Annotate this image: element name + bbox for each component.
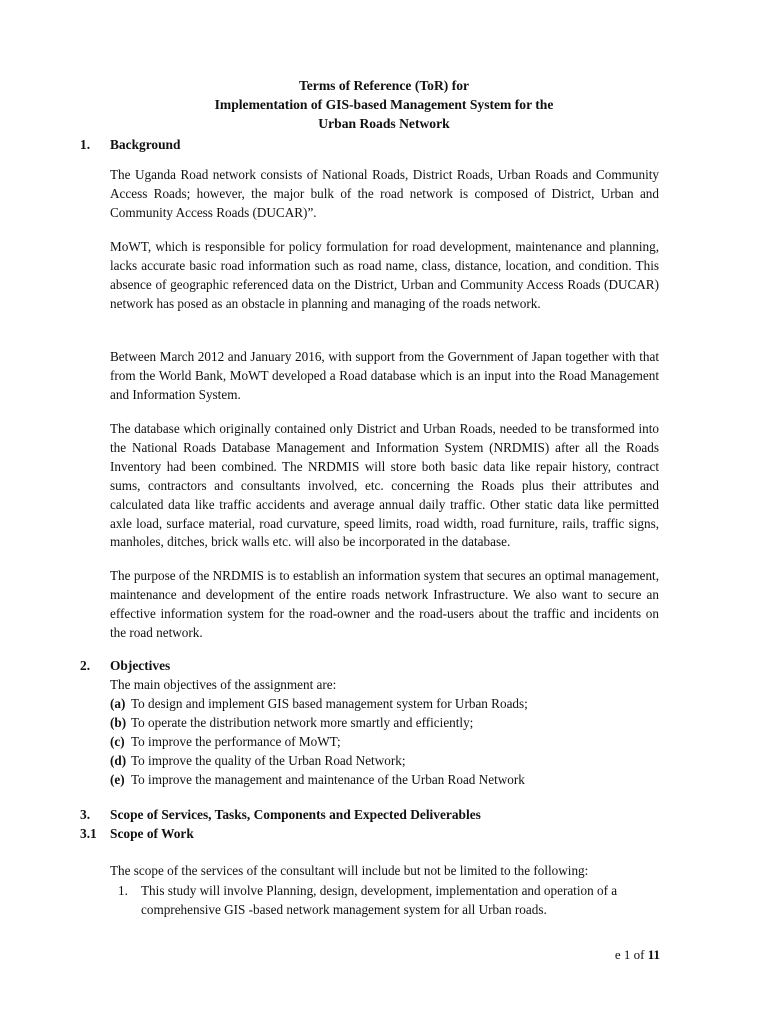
item-text: To improve the performance of MoWT;: [131, 733, 341, 749]
subsection-number: 3.1: [80, 826, 97, 841]
list-item: [118, 881, 666, 919]
item-number: 1.: [118, 883, 128, 898]
background-paragraph-4: The database which originally contained only District and Urban Roads, needed to be transformed into the National Roads Database Management and Information System (NRDMIS) after all the Roads Inventory had been combined. The NRDMIS will store both basic data like repair history, contract sums, contractors and consultants involved, etc. concerning the Roads plus their attributes and calculated data like traffic accidents and average annual daily traffic. Other static data like permitted axle load, surface material, road curvature, speed limits, road width, road furniture, rails, traffic signs, manholes, ditches, brick walls etc. will also be incorporated in the database.: [110, 421, 659, 550]
page-number-prefix: e 1 of: [614, 947, 645, 962]
section-title: Objectives: [110, 658, 171, 673]
objectives-intro: The main objectives of the assignment are:: [110, 677, 337, 692]
title-line-3: Urban Roads Network: [318, 116, 450, 131]
section-title: Background: [110, 137, 181, 152]
subsection-title: Scope of Work: [110, 826, 194, 841]
section-number: 3.: [80, 807, 91, 822]
list-item: [110, 771, 670, 790]
item-text: To improve the quality of the Urban Road Network;: [131, 752, 406, 768]
background-paragraph-2: MoWT, which is responsible for policy formulation for road development, maintenance and planning, lacks accurate basic road information such as road name, class, distance, location, and condition. This absence of geographic referenced data on the District, Urban and Community Access Roads (DUCAR) network has posed as an obstacle in planning and managing of the roads network.: [110, 239, 659, 311]
section-number: 2.: [80, 658, 91, 673]
list-item: [110, 714, 670, 733]
section-number: 1.: [80, 137, 91, 152]
list-item: [110, 695, 670, 714]
scope-intro: The scope of the services of the consultant will include but not be limited to the following:: [110, 863, 589, 878]
title-line-2: Implementation of GIS-based Management System for the: [214, 97, 554, 112]
page-total: 11: [647, 947, 660, 962]
background-paragraph-3: Between March 2012 and January 2016, with support from the Government of Japan together with that from the World Bank, MoWT developed a Road database which is an input into the Road Management and Information System.: [110, 349, 659, 402]
item-label: (a): [110, 695, 126, 711]
section-title: Scope of Services, Tasks, Components and Expected Deliverables: [110, 807, 481, 822]
item-label: (c): [110, 733, 125, 749]
item-text: To operate the distribution network more smartly and efficiently;: [131, 714, 474, 730]
objectives-list: [110, 676, 670, 789]
background-paragraph-5: The purpose of the NRDMIS is to establish an information system that secures an optimal management, maintenance and development of the entire roads network Infrastructure. We also want to secure an effective information system for the road-owner and the road-users about the traffic and incidents on the road network.: [110, 568, 659, 640]
item-label: (e): [110, 771, 125, 787]
item-label: (d): [110, 752, 127, 768]
item-label: (b): [110, 714, 127, 730]
list-item: [110, 733, 670, 752]
scope-list: [118, 881, 666, 919]
item-text: To improve the management and maintenance of the Urban Road Network: [131, 771, 525, 787]
title-line-1: Terms of Reference (ToR) for: [298, 78, 470, 93]
item-text: This study will involve Planning, design, development, implementation and operation of a comprehensive GIS -based network management system for all Urban roads.: [141, 883, 618, 917]
item-text: To design and implement GIS based management system for Urban Roads;: [131, 695, 528, 711]
list-item: [110, 752, 670, 771]
background-paragraph-1: The Uganda Road network consists of National Roads, District Roads, Urban Roads and Community Access Roads; however, the major bulk of the road network is composed of District, Urban and Community Access Roads (DUCAR)”.: [110, 167, 659, 220]
document-title: [0, 76, 768, 133]
page-number: [600, 947, 660, 963]
